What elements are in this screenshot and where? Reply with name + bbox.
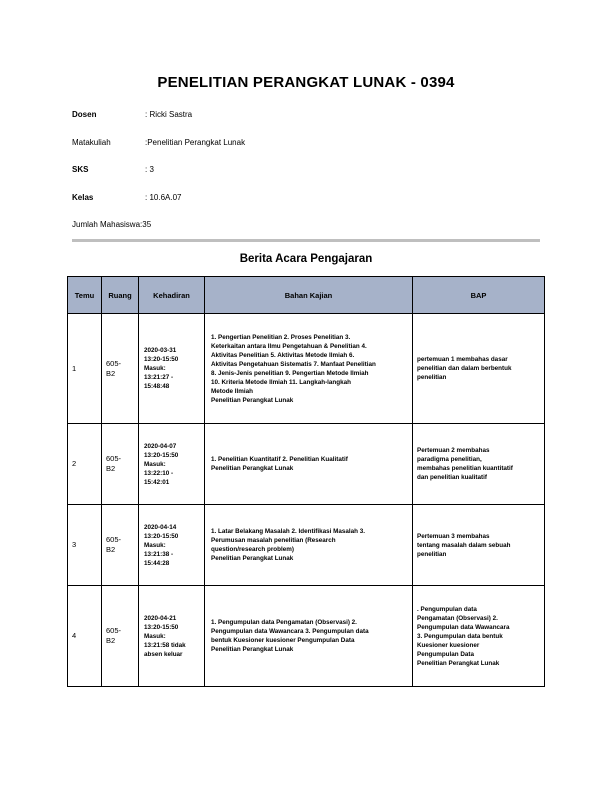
cell-line: 13:22:10 -: [144, 469, 174, 477]
info-label: Dosen: [72, 110, 97, 119]
cell-line: Aktivitas Penelitian 5. Aktivitas Metode Ilmiah 6.: [211, 351, 355, 359]
cell-line: Pertemuan 2 membahas: [417, 447, 490, 454]
cell-ruang: [102, 505, 139, 586]
cell-line: Pertemuan 3 membahas: [417, 532, 490, 540]
cell-line: 1. Pengumpulan data Pengamatan (Observasi) 2.: [211, 619, 357, 626]
cell-line: 2020-04-14: [144, 523, 177, 531]
cell-line: Pengumpulan data Wawancara 3. Pengumpulan data: [211, 628, 369, 635]
cell-line: Aktivitas Pengetahuan Sistematis 7. Manfaat Penelitian: [211, 360, 376, 368]
cell-temu: 4: [68, 586, 102, 687]
cell-line: 15:48:48: [144, 383, 170, 390]
cell-line: Masuk:: [144, 541, 166, 549]
cell-line: B2: [106, 368, 116, 378]
cell-ruang: [102, 314, 139, 424]
section-title: Berita Acara Pengajaran: [239, 253, 373, 265]
cell-line: penelitian dan dalam berbentuk: [417, 365, 512, 372]
info-value: : 10.6A.07: [145, 193, 182, 202]
cell-line: B2: [106, 464, 116, 473]
cell-line: 15:44:28: [144, 559, 170, 567]
table-header-row: [68, 277, 545, 314]
cell-line: 13:20-15:50: [144, 532, 179, 540]
cell-line: Penelitian Perangkat Lunak: [417, 659, 500, 667]
cell-line: penelitian: [417, 374, 447, 381]
cell-line: 10. Kriteria Metode Ilmiah 11. Langkah-langkah: [211, 378, 351, 386]
cell-line: 13:21:58 tidak: [144, 641, 186, 649]
cell-bahan-kajian: [205, 505, 413, 586]
cell-line: 605-: [106, 626, 122, 635]
cell-line: Kuesioner kuesioner: [417, 641, 480, 649]
cell-line: B2: [106, 636, 116, 645]
cell-line: Keterkaitan antara Ilmu Pengetahuan & Penelitian 4.: [211, 342, 367, 350]
cell-line: 1. Penelitian Kuantitatif 2. Penelitian Kualitatif: [211, 456, 348, 463]
cell-line: 13:20-15:50: [144, 623, 179, 631]
info-value: :Penelitian Perangkat Lunak: [145, 138, 246, 147]
cell-line: 15:42:01: [144, 478, 170, 486]
cell-line: 605-: [106, 535, 122, 544]
cell-bap: [413, 424, 545, 505]
table-row: [68, 424, 545, 505]
cell-line: question/research problem): [211, 546, 294, 553]
cell-line: Penelitian Perangkat Lunak: [211, 555, 294, 562]
cell-temu: 1: [68, 314, 102, 424]
bap-table: [67, 276, 545, 687]
cell-temu: 2: [68, 424, 102, 505]
cell-line: bentuk Kuesioner kuesioner Pengumpulan Data: [211, 637, 355, 644]
cell-line: 2020-04-07: [144, 442, 177, 450]
cell-line: B2: [106, 545, 116, 554]
header-bap: BAP: [413, 277, 545, 314]
cell-line: 3. Pengumpulan data bentuk: [417, 632, 503, 640]
cell-line: 605-: [106, 358, 122, 368]
cell-bahan-kajian: [205, 424, 413, 505]
table-row: [68, 505, 545, 586]
cell-ruang: [102, 424, 139, 505]
info-label: SKS: [72, 165, 89, 174]
cell-kehadiran: [139, 424, 205, 505]
info-label: Kelas: [72, 193, 94, 202]
cell-line: tentang masalah dalam sebuah: [417, 541, 511, 549]
info-value: : 3: [145, 165, 154, 174]
cell-line: 13:21:38 -: [144, 550, 174, 558]
cell-line: . Pengumpulan data: [417, 605, 477, 613]
header-ruang: Ruang: [102, 277, 139, 314]
cell-line: Penelitian Perangkat Lunak: [211, 646, 294, 653]
cell-line: paradigma penelitian,: [417, 456, 482, 463]
cell-bap: [413, 505, 545, 586]
cell-line: 8. Jenis-Jenis penelitian 9. Pengertian Metode Ilmiah: [211, 369, 369, 377]
cell-line: 605-: [106, 454, 122, 463]
divider: [72, 239, 540, 242]
cell-line: 13:20-15:50: [144, 451, 179, 459]
cell-line: absen keluar: [144, 650, 183, 658]
cell-line: 2020-04-21: [144, 614, 177, 622]
cell-line: dan penelitian kualitatif: [417, 474, 487, 481]
cell-line: 13:20-15:50: [144, 356, 179, 363]
cell-line: Masuk:: [144, 365, 166, 372]
header-temu: Temu: [68, 277, 102, 314]
cell-line: 2020-03-31: [144, 347, 177, 354]
cell-line: Masuk:: [144, 460, 166, 468]
cell-line: Penelitian Perangkat Lunak: [211, 465, 294, 472]
cell-kehadiran: [139, 586, 205, 687]
cell-line: Pengumpulan Data: [417, 650, 475, 658]
info-value: : Ricki Sastra: [145, 110, 193, 119]
header-kehadiran: Kehadiran: [139, 277, 205, 314]
document-title: PENELITIAN PERANGKAT LUNAK - 0394: [157, 74, 455, 91]
student-count: Jumlah Mahasiswa:35: [72, 220, 152, 229]
cell-kehadiran: [139, 314, 205, 424]
cell-line: membahas penelitian kuantitatif: [417, 465, 513, 472]
info-label: Matakuliah: [72, 138, 111, 147]
cell-ruang: [102, 586, 139, 687]
cell-temu: 3: [68, 505, 102, 586]
cell-line: 1. Pengertian Penelitian 2. Proses Penelitian 3.: [211, 333, 351, 341]
cell-line: Metode Ilmiah: [211, 387, 253, 395]
table-row: [68, 586, 545, 687]
cell-bap: [413, 586, 545, 687]
header-bahan-kajian: Bahan Kajian: [205, 277, 413, 314]
cell-line: Pengumpulan data Wawancara: [417, 623, 510, 631]
cell-line: 1. Latar Belakang Masalah 2. Identifikasi Masalah 3.: [211, 528, 365, 535]
cell-line: Penelitian Perangkat Lunak: [211, 396, 294, 404]
cell-line: Pengamatan (Observasi) 2.: [417, 614, 498, 622]
cell-line: penelitian: [417, 550, 447, 558]
cell-bahan-kajian: [205, 586, 413, 687]
cell-line: Perumusan masalah penelitian (Research: [211, 537, 336, 544]
cell-line: pertemuan 1 membahas dasar: [417, 356, 508, 363]
table-row: [68, 314, 545, 424]
cell-line: 13:21:27 -: [144, 374, 174, 381]
cell-line: Masuk:: [144, 632, 166, 640]
cell-bap: [413, 314, 545, 424]
cell-kehadiran: [139, 505, 205, 586]
cell-bahan-kajian: [205, 314, 413, 424]
